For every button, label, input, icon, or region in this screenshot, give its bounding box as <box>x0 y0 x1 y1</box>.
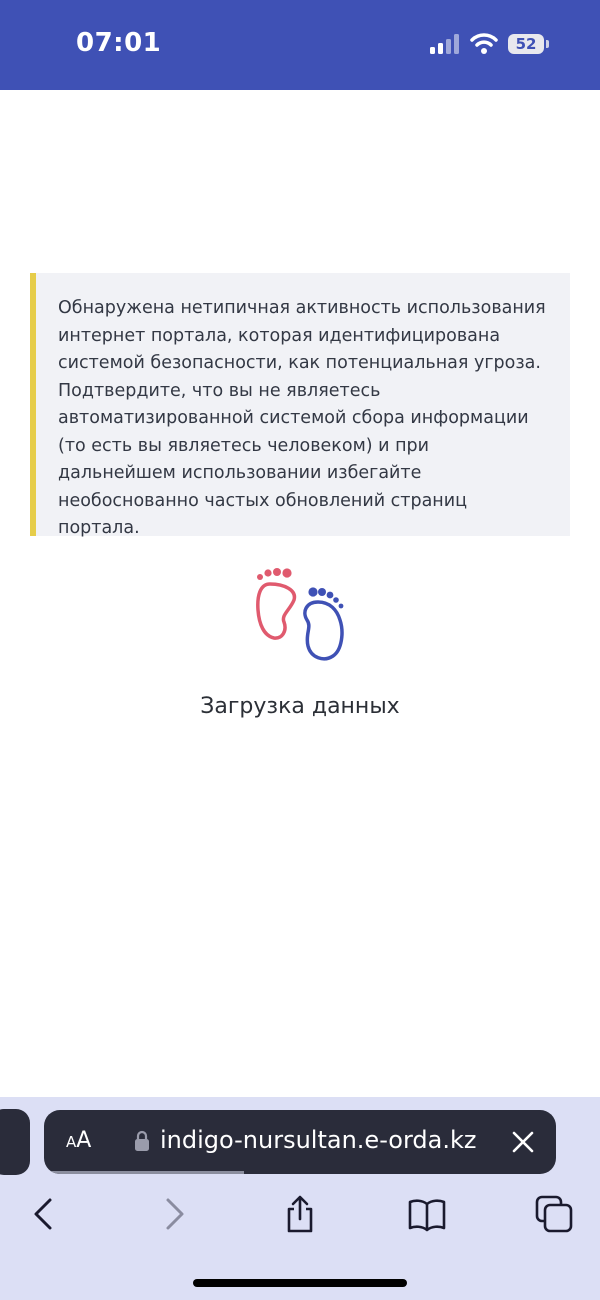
bookmarks-icon[interactable] <box>407 1194 447 1234</box>
notice-text: Обнаружена нетипичная активность использования интернет портала, которая идентифицирована системой безопасности, как потенциальная угроза. Подтвердите, что вы не являетесь автоматизированной системой сбора информации (то есть вы являетесь человеком) и при дальнейшем использовании избегайте необоснованно частых обновлений страниц портала. <box>58 298 546 538</box>
tabs-icon[interactable] <box>534 1194 574 1234</box>
home-indicator <box>193 1279 407 1287</box>
status-bar <box>0 0 600 90</box>
text-size-button[interactable]: AA <box>66 1128 92 1153</box>
close-icon[interactable] <box>512 1131 534 1153</box>
previous-tab-preview[interactable] <box>0 1109 30 1175</box>
battery-nub <box>546 40 549 48</box>
page-load-progress <box>44 1171 244 1174</box>
lock-icon <box>134 1130 150 1152</box>
address-bar[interactable] <box>44 1110 556 1174</box>
back-icon[interactable] <box>24 1194 64 1234</box>
url-text[interactable]: indigo-nursultan.e-orda.kz <box>160 1126 477 1154</box>
security-notice <box>30 273 570 536</box>
forward-icon[interactable] <box>154 1194 194 1234</box>
browser-bottom-bar <box>0 1097 600 1300</box>
battery-icon: 52 <box>508 34 544 54</box>
loading-label: Загрузка данных <box>200 694 400 719</box>
footprints-icon <box>250 566 350 666</box>
status-time: 07:01 <box>76 28 162 58</box>
cellular-signal-icon <box>430 34 462 54</box>
share-icon[interactable] <box>280 1194 320 1234</box>
wifi-icon <box>470 32 498 54</box>
